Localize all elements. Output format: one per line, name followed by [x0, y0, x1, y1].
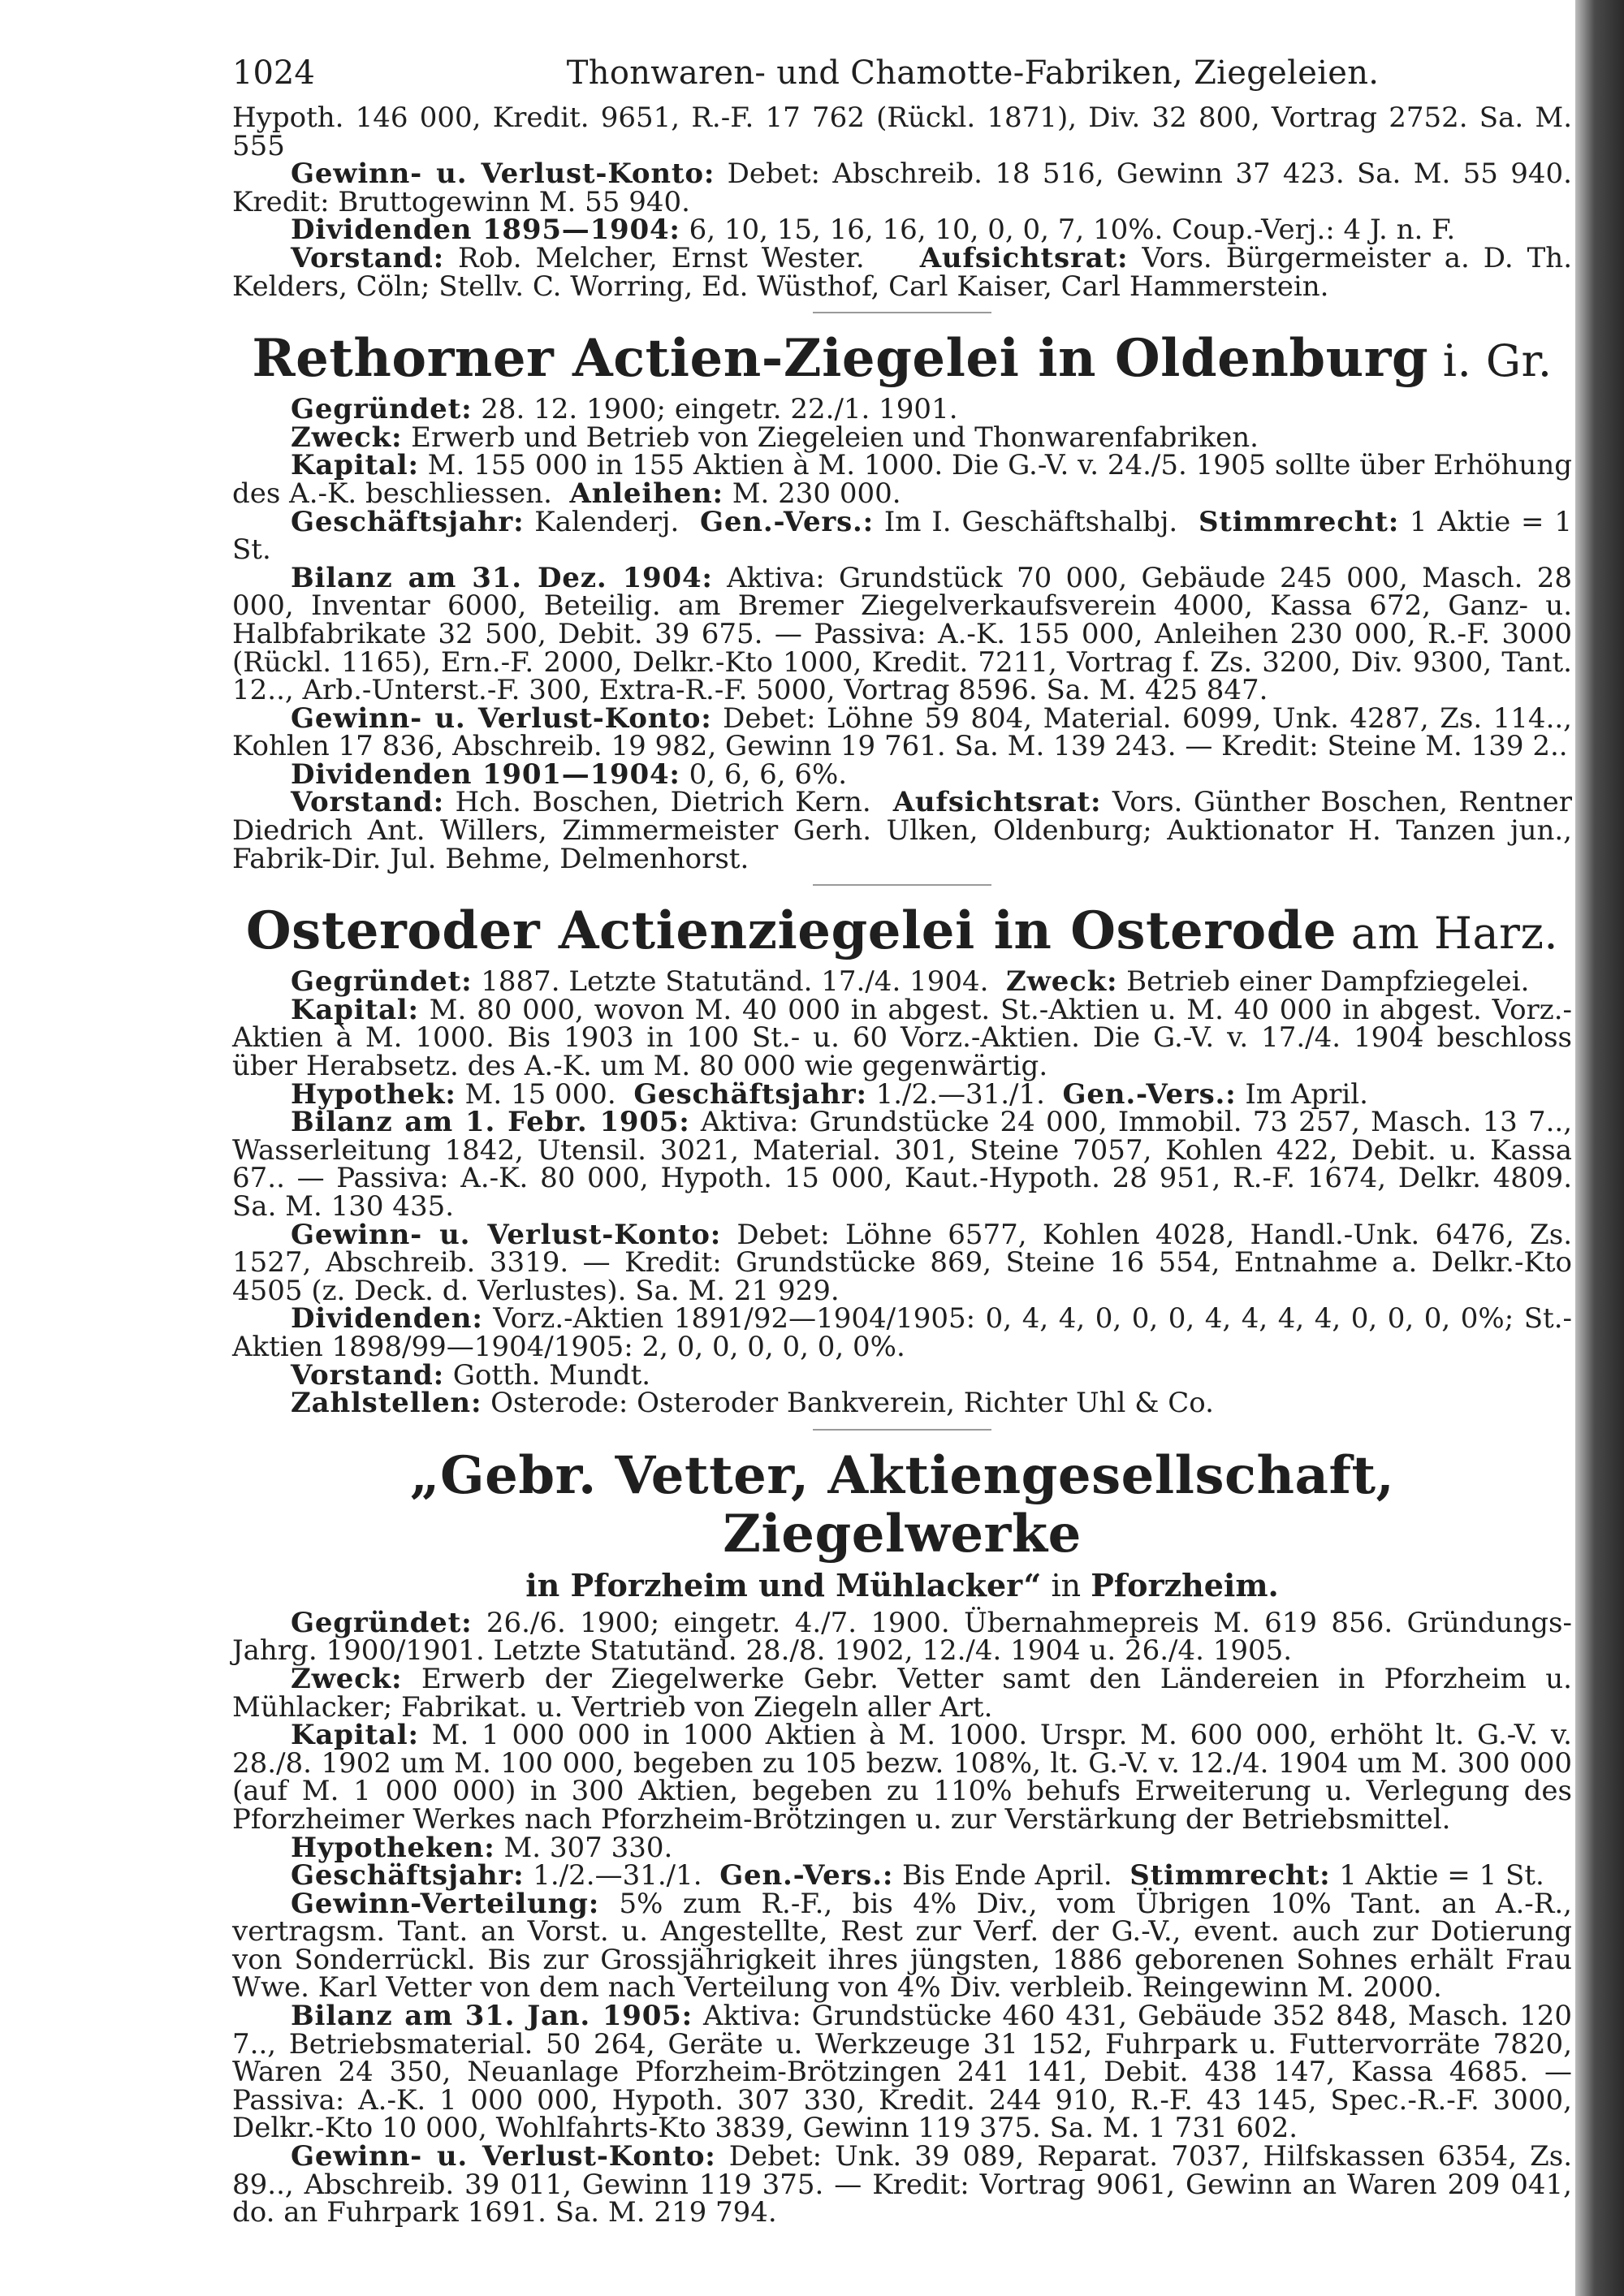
company-heading: Osteroder Actienziegelei in Osterode am Harz.	[245, 900, 1559, 962]
founded-line: Gegründet: 26./6. 1900; eingetr. 4./7. 1900. Übernahmepreis M. 619 856. Gründungs-Jahrg. 1900/1901. Letzte Statutänd. 28./8. 1902, 12./4. 1904 u. 26./4. 1905.	[232, 1606, 1572, 1668]
capital-line: Kapital: M. 155 000 in 155 Aktien à M. 1000. Die G.-V. v. 24./5. 1905 sollte über Erhöhung des A.-K. beschliessen. Anleihen: M. 230 000.	[232, 449, 1572, 510]
running-head	[232, 54, 1572, 93]
capital-line: Kapital: M. 80 000, wovon M. 40 000 in abgest. St.-Aktien u. M. 40 000 in abgest. Vorz.-Aktien à M. 1000. Bis 1903 in 100 St.- u. 60 Vorz.-Aktien. Die G.-V. v. 17./4. 1904 beschloss über Herabsetz. des A.-K. um M. 80 000 wie gegenwärtig.	[232, 993, 1572, 1083]
balance-line: Bilanz am 31. Dez. 1904: Aktiva: Grundstück 70 000, Gebäude 245 000, Masch. 28 000, Inventar 6000, Beteilig. am Bremer Ziegelverkaufsverein 4000, Kassa 672, Ganz- u. Halbfabrikate 32 500, Debit. 39 675. — Passiva: A.-K. 155 000, Anleihen 230 000, R.-F. 3000 (Rückl. 1165), Ern.-F. 2000, Delkr.-Kto 1000, Kredit. 7211, Vortrag f. Zs. 3200, Div. 9300, Tant. 12.., Arb.-Unterst.-F. 300, Extra-R.-F. 5000, Vortrag 8596. Sa. M. 425 847.	[232, 561, 1572, 707]
dividends-line: Dividenden 1901—1904: 0, 6, 6, 6%.	[291, 757, 848, 791]
purpose-line: Zweck: Erwerb der Ziegelwerke Gebr. Vetter samt den Ländereien in Pforzheim u. Mühlacker; Fabrikat. u. Vertrieb von Ziegeln aller Art.	[232, 1662, 1572, 1724]
carryover-guv: Gewinn- u. Verlust-Konto: Debet: Abschreib. 18 516, Gewinn 37 423. Sa. M. 55 940. Kredit: Bruttogewinn M. 55 940.	[232, 158, 1572, 218]
carryover-board: Vorstand: Rob. Melcher, Ernst Wester. Aufsichtsrat: Vors. Bürgermeister a. D. Th. Kelders, Cöln; Stellv. C. Worring, Ed. Wüsthof, Carl Kaiser, Carl Hammerstein.	[232, 241, 1573, 303]
carryover-dividends: Dividenden 1895—1904: 6, 10, 15, 16, 16, 10, 0, 0, 7, 10%. Coup.-Verj.: 4 J. n. F.	[291, 214, 1456, 247]
balance-line: Bilanz am 31. Jan. 1905: Aktiva: Grundstücke 460 431, Gebäude 352 848, Masch. 120 7.., Betriebsmaterial. 50 264, Geräte u. Werkzeuge 31 152, Fuhrpark u. Futtervorräte 7820, Waren 24 350, Neuanlage Pforzheim-Brötzingen 241 141, Debit. 438 147, Kassa 4685. — Passiva: A.-K. 1 000 000, Hypoth. 307 330, Kredit. 244 910, R.-F. 43 145, Spec.-R.-F. 3000, Delkr.-Kto 10 000, Wohlfahrts-Kto 3839, Gewinn 119 375. Sa. M. 1 731 602.	[232, 2000, 1572, 2145]
page-number: 1024	[232, 54, 315, 92]
fiscal-line: Geschäftsjahr: Kalenderj. Gen.-Vers.: Im I. Geschäftshalbj. Stimmrecht: 1 Aktie = 1 St.	[232, 505, 1573, 567]
founded-line: Gegründet: 28. 12. 1900; eingetr. 22./1. 1901.	[291, 393, 958, 426]
page-gutter-shadow	[1575, 0, 1624, 2296]
company-entry-rethorner	[232, 330, 1572, 873]
company-entry-vetter	[232, 1444, 1572, 2229]
company-entry-osteroder	[232, 902, 1572, 1418]
founded-line: Gegründet: 1887. Letzte Statutänd. 17./4. 1904. Zweck: Betrieb einer Dampfziegelei.	[291, 965, 1530, 999]
company-heading: „Gebr. Vetter, Aktiengesellschaft, Ziegelwerke	[409, 1444, 1395, 1564]
dividends-line: Dividenden: Vorz.-Aktien 1891/92—1904/1905: 0, 4, 4, 0, 0, 0, 4, 4, 4, 4, 0, 0, 0, 0%; St.-Aktien 1898/99—1904/1905: 2, 0, 0, 0, 0, 0, 0%.	[232, 1302, 1572, 1363]
profit-loss-line: Gewinn- u. Verlust-Konto: Debet: Löhne 59 804, Material. 6099, Unk. 4287, Zs. 114.., Kohlen 17 836, Abschreib. 19 982, Gewinn 19 761. Sa. M. 139 243. — Kredit: Steine M. 139 2..	[232, 701, 1572, 763]
section-divider	[813, 884, 991, 886]
profit-loss-line: Gewinn- u. Verlust-Konto: Debet: Unk. 39 089, Reparat. 7037, Hilfskassen 6354, Zs. 89.., Abschreib. 39 011, Gewinn 119 375. — Kredit: Vortrag 9061, Gewinn an Waren 209 041, do. an Fuhrpark 1691. Sa. M. 219 794.	[232, 2140, 1572, 2229]
balance-line: Bilanz am 1. Febr. 1905: Aktiva: Grundstücke 24 000, Immobil. 73 257, Masch. 13 7.., Wasserleitung 1842, Utensil. 3021, Material. 301, Steine 7057, Kohlen 422, Debit. u. Kassa 67.. — Passiva: A.-K. 80 000, Hypoth. 15 000, Kaut.-Hypoth. 28 951, R.-F. 1674, Delkr. 4809. Sa. M. 130 435.	[232, 1106, 1572, 1223]
running-title: Thonwaren- und Chamotte-Fabriken, Ziegeleien.	[566, 54, 1380, 92]
section-divider	[813, 312, 991, 313]
mortgage-line: Hypothek: M. 15 000. Geschäftsjahr: 1./2.—31./1. Gen.-Vers.: Im April.	[291, 1077, 1368, 1111]
profit-loss-line: Gewinn- u. Verlust-Konto: Debet: Löhne 6577, Kohlen 4028, Handl.-Unk. 6476, Zs. 1527, Abschreib. 3319. — Kredit: Grundstücke 869, Steine 16 554, Entnahme a. Delkr.-Kto 4505 (z. Deck. d. Verlustes). Sa. M. 21 929.	[232, 1218, 1573, 1307]
mortgages-line: Hypotheken: M. 307 330.	[291, 1831, 673, 1864]
board-line: Vorstand: Gotth. Mundt.	[291, 1358, 651, 1392]
paying-agents-line: Zahlstellen: Osterode: Osteroder Bankverein, Richter Uhl & Co.	[291, 1387, 1214, 1420]
page-content	[232, 54, 1572, 2232]
company-heading: Rethorner Actien-Ziegelei in Oldenburg i. Gr.	[252, 328, 1553, 390]
board-line: Vorstand: Hch. Boschen, Dietrich Kern. Aufsichtsrat: Vors. Günther Boschen, Rentner Diedrich Ant. Willers, Zimmermeister Gerh. Ulken, Oldenburg; Auktionator H. Tanzen jun., Fabrik-Dir. Jul. Behme, Delmenhorst.	[232, 786, 1572, 875]
company-subheading: in Pforzheim und Mühlacker“ in Pforzheim.	[525, 1566, 1279, 1603]
carryover-entry	[232, 101, 1573, 303]
purpose-line: Zweck: Erwerb und Betrieb von Ziegeleien und Thonwarenfabriken.	[291, 421, 1259, 454]
fiscal-line: Geschäftsjahr: 1./2.—31./1. Gen.-Vers.: Bis Ende April. Stimmrecht: 1 Aktie = 1 St.	[291, 1859, 1544, 1892]
carryover-hypoth: Hypoth. 146 000, Kredit. 9651, R.-F. 17 762 (Rückl. 1871), Div. 32 800, Vortrag 2752. Sa. M. 555	[232, 101, 1572, 162]
section-divider	[813, 1429, 991, 1431]
capital-line: Kapital: M. 1 000 000 in 1000 Aktien à M. 1000. Urspr. M. 600 000, erhöht lt. G.-V. v. 28./8. 1902 um M. 100 000, begeben zu 105 bezw. 108%, lt. G.-V. v. 12./4. 1904 um M. 300 000 (auf M. 1 000 000) in 300 Aktien, begeben zu 110% behufs Erweiterung u. Verlegung des Pforzheimer Werkes nach Pforzheim-Brötzingen u. zur Verstärkung der Betriebsmittel.	[232, 1719, 1572, 1836]
profit-distribution-line: Gewinn-Verteilung: 5% zum R.-F., bis 4% Div., vom Übrigen 10% Tant. an A.-R., vertragsm. Tant. an Vorst. u. Angestellte, Rest zur Verf. der G.-V., event. auch zur Dotierung von Sonderrückl. Bis zur Grossjährigkeit ihres jüngsten, 1886 geborenen Sohnes erhält Frau Wwe. Karl Vetter von dem nach Verteilung von 4% Div. verbleib. Reingewinn M. 2000.	[232, 1887, 1572, 2005]
